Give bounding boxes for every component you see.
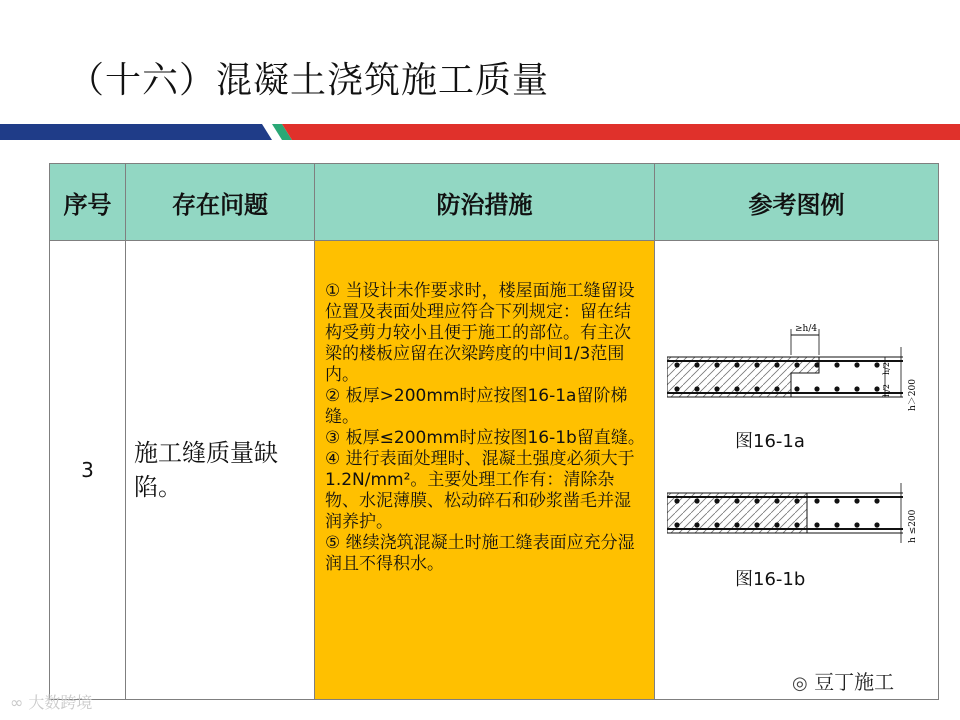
header-num: 序号 [50,164,126,241]
rebar-dot [734,522,739,527]
watermark-left-text: 大数跨境 [28,693,93,712]
rebar-dot [854,498,859,503]
rebar-dot [774,386,779,391]
figure-16-1a-diagram [667,321,937,417]
rebar-dot [774,498,779,503]
rebar-dot [734,498,739,503]
rebar-dot [814,386,819,391]
fig-a-label: ≥h/4 [795,324,818,334]
watermark-wechat [792,666,894,695]
rebar-dot [754,386,759,391]
rebar-dot [794,498,799,503]
watermark-left [10,690,92,713]
header-measures: 防治措施 [315,164,655,241]
row-measures [315,241,655,700]
rebar-dot [754,498,759,503]
rebar-dot [854,522,859,527]
rebar-dot [714,498,719,503]
rebar-dot [794,386,799,391]
rebar-dot [754,522,759,527]
rebar-dot [694,362,699,367]
rebar-dot [694,498,699,503]
rebar-dot [694,386,699,391]
fig-a-label: h/2 [882,362,891,375]
wechat-icon: ◎ [792,673,808,694]
rebar-dot [774,522,779,527]
fig-a-label: h/2 [882,384,891,397]
table-header-row [50,164,939,241]
rebar-dot [874,386,879,391]
measure-item: ④ 进行表面处理时、混凝土强度必须大于1.2N/mm²。主要处理工作有：清除杂物、水泥薄膜、松动碎石和砂浆凿毛并湿润养护。 [325,449,635,532]
figure-16-1a-caption: 图16-1a [735,431,805,452]
rebar-dot [834,362,839,367]
slide-title: （十六）混凝土浇筑施工质量 [68,60,550,101]
rebar-dot [874,522,879,527]
fig-a-label: h＞200 [908,379,918,411]
rebar-dot [834,498,839,503]
rebar-dot [834,522,839,527]
measure-item: ① 当设计未作要求时，楼屋面施工缝留设位置及表面处理应符合下列规定：留在结构受剪力较小且便于施工的部位。有主次梁的楼板应留在次梁跨度的中间1/3范围内。 [325,281,635,385]
figure-16-1b-caption: 图16-1b [735,569,806,590]
rebar-dot [794,522,799,527]
logo-icon: ∞ [10,693,24,712]
rebar-dot [674,498,679,503]
header-issue: 存在问题 [126,164,315,241]
watermark-text: 豆丁施工 [814,670,895,694]
rebar-dot [874,362,879,367]
measure-item: ⑤ 继续浇筑混凝土时施工缝表面应充分湿润且不得积水。 [325,533,635,574]
header-stripe [0,124,960,140]
rebar-dot [714,386,719,391]
quality-table [49,163,939,700]
measure-item: ③ 板厚≤200mm时应按图16-1b留直缝。 [325,428,645,448]
rebar-dot [814,498,819,503]
rebar-dot [774,362,779,367]
row-issue: 施工缝质量缺陷。 [126,241,315,700]
header-reference: 参考图例 [655,164,939,241]
rebar-dot [834,386,839,391]
rebar-dot [674,386,679,391]
rebar-dot [814,522,819,527]
row-reference [655,241,939,700]
rebar-dot [874,498,879,503]
rebar-dot [854,362,859,367]
fig-b-label: h ≤200 [908,509,918,543]
rebar-dot [734,362,739,367]
rebar-dot [674,362,679,367]
rebar-dot [794,362,799,367]
rebar-dot [814,362,819,367]
measure-item: ② 板厚>200mm时应按图16-1a留阶梯缝。 [325,386,628,427]
row-number: 3 [50,241,126,700]
rebar-dot [694,522,699,527]
rebar-dot [854,386,859,391]
rebar-dot [714,522,719,527]
rebar-dot [734,386,739,391]
figure-16-1b-diagram [667,481,937,561]
rebar-dot [714,362,719,367]
rebar-dot [754,362,759,367]
table-row [50,241,939,700]
rebar-dot [674,522,679,527]
